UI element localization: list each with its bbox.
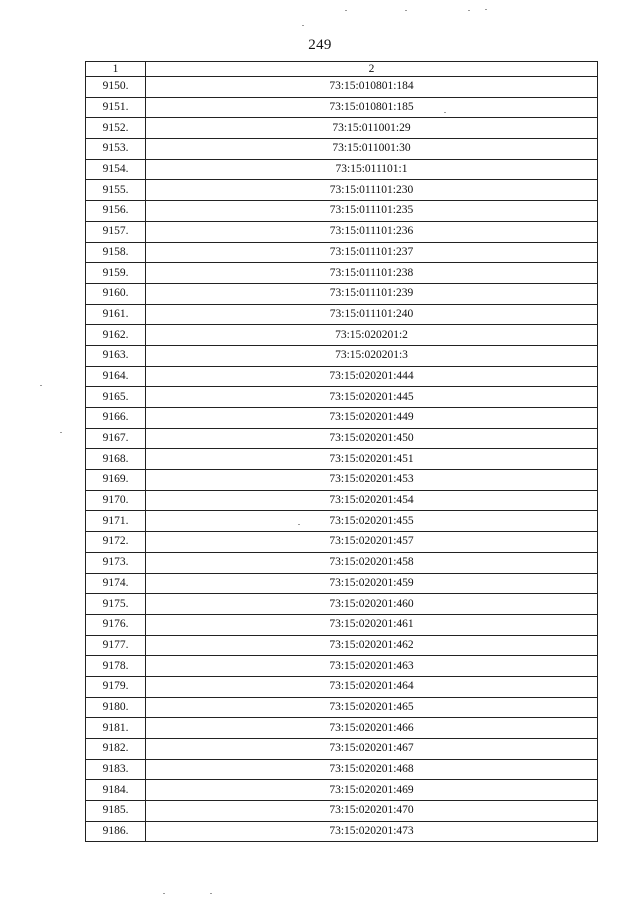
row-number: 9178. [86,656,146,677]
table-row [86,387,598,408]
cadastral-code: 73:15:020201:469 [146,780,598,801]
table-row [86,635,598,656]
row-number: 9174. [86,573,146,594]
row-number: 9152. [86,118,146,139]
cadastral-code: 73:15:020201:2 [146,325,598,346]
cadastral-code: 73:15:020201:454 [146,490,598,511]
table-row [86,697,598,718]
cadastral-code: 73:15:020201:450 [146,428,598,449]
row-number: 9175. [86,594,146,615]
scan-speck [60,432,62,433]
cadastral-code: 73:15:011101:230 [146,180,598,201]
table-row [86,263,598,284]
table-row [86,718,598,739]
cadastral-code: 73:15:020201:465 [146,697,598,718]
row-number: 9156. [86,201,146,222]
table-row [86,490,598,511]
table-row [86,139,598,160]
row-number: 9159. [86,263,146,284]
table-body [86,77,598,842]
column-header-code: 2 [146,62,598,77]
table-row [86,759,598,780]
row-number: 9153. [86,139,146,160]
table-row [86,97,598,118]
row-number: 9165. [86,387,146,408]
cadastral-code: 73:15:010801:184 [146,77,598,98]
cadastral-code: 73:15:011101:235 [146,201,598,222]
cadastral-code: 73:15:020201:470 [146,801,598,822]
cadastral-code: 73:15:011001:30 [146,139,598,160]
cadastral-code: 73:15:020201:453 [146,470,598,491]
row-number: 9185. [86,801,146,822]
table-row [86,159,598,180]
cadastral-code: 73:15:020201:459 [146,573,598,594]
row-number: 9186. [86,821,146,842]
row-number: 9184. [86,780,146,801]
cadastral-code: 73:15:020201:463 [146,656,598,677]
row-number: 9150. [86,77,146,98]
row-number: 9169. [86,470,146,491]
table-row [86,366,598,387]
table-row [86,77,598,98]
row-number: 9158. [86,242,146,263]
row-number: 9170. [86,490,146,511]
scan-speck [302,25,304,26]
table-row [86,821,598,842]
table-row [86,428,598,449]
table-header-row [86,62,598,77]
row-number: 9180. [86,697,146,718]
table-row [86,201,598,222]
row-number: 9154. [86,159,146,180]
row-number: 9176. [86,614,146,635]
table-row [86,180,598,201]
table-row [86,573,598,594]
scan-speck [40,385,42,386]
column-header-number: 1 [86,62,146,77]
table-row [86,118,598,139]
table-row [86,325,598,346]
cadastral-code: 73:15:011101:236 [146,221,598,242]
table-row [86,552,598,573]
table-row [86,221,598,242]
table-row [86,345,598,366]
row-number: 9179. [86,676,146,697]
page-number: 249 [308,37,332,53]
cadastral-code: 73:15:020201:466 [146,718,598,739]
table-row [86,449,598,470]
table-row [86,283,598,304]
cadastral-code: 73:15:010801:185 [146,97,598,118]
row-number: 9160. [86,283,146,304]
cadastral-code: 73:15:020201:462 [146,635,598,656]
table-row [86,511,598,532]
table-row [86,594,598,615]
scan-speck [485,9,487,10]
table-row [86,242,598,263]
row-number: 9173. [86,552,146,573]
table-row [86,656,598,677]
cadastral-code: 73:15:011101:237 [146,242,598,263]
cadastral-code: 73:15:020201:461 [146,614,598,635]
row-number: 9157. [86,221,146,242]
row-number: 9163. [86,345,146,366]
table-row [86,614,598,635]
row-number: 9171. [86,511,146,532]
row-number: 9182. [86,739,146,760]
cadastral-code: 73:15:020201:455 [146,511,598,532]
row-number: 9166. [86,408,146,429]
cadastral-code: 73:15:020201:460 [146,594,598,615]
row-number: 9155. [86,180,146,201]
table-row [86,676,598,697]
cadastral-code: 73:15:011101:239 [146,283,598,304]
cadastral-code: 73:15:020201:468 [146,759,598,780]
scan-speck [345,10,347,11]
scan-speck [210,893,212,894]
row-number: 9162. [86,325,146,346]
scan-speck [163,893,165,894]
cadastral-code: 73:15:020201:445 [146,387,598,408]
row-number: 9168. [86,449,146,470]
row-number: 9161. [86,304,146,325]
row-number: 9177. [86,635,146,656]
cadastral-code: 73:15:020201:449 [146,408,598,429]
row-number: 9167. [86,428,146,449]
table-row [86,304,598,325]
table-row [86,408,598,429]
cadastral-code: 73:15:020201:451 [146,449,598,470]
cadastral-table [85,61,598,842]
table-row [86,739,598,760]
cadastral-code: 73:15:020201:3 [146,345,598,366]
cadastral-code: 73:15:020201:467 [146,739,598,760]
cadastral-code: 73:15:020201:473 [146,821,598,842]
table-row [86,780,598,801]
cadastral-code: 73:15:020201:458 [146,552,598,573]
table-row [86,470,598,491]
cadastral-code: 73:15:011101:240 [146,304,598,325]
row-number: 9151. [86,97,146,118]
cadastral-code: 73:15:011101:238 [146,263,598,284]
table-row [86,532,598,553]
cadastral-code: 73:15:020201:464 [146,676,598,697]
scan-speck [468,10,470,11]
cadastral-code: 73:15:011101:1 [146,159,598,180]
cadastral-code: 73:15:011001:29 [146,118,598,139]
row-number: 9172. [86,532,146,553]
cadastral-code: 73:15:020201:444 [146,366,598,387]
row-number: 9181. [86,718,146,739]
row-number: 9183. [86,759,146,780]
scan-speck [405,10,407,11]
row-number: 9164. [86,366,146,387]
table-row [86,801,598,822]
cadastral-code: 73:15:020201:457 [146,532,598,553]
